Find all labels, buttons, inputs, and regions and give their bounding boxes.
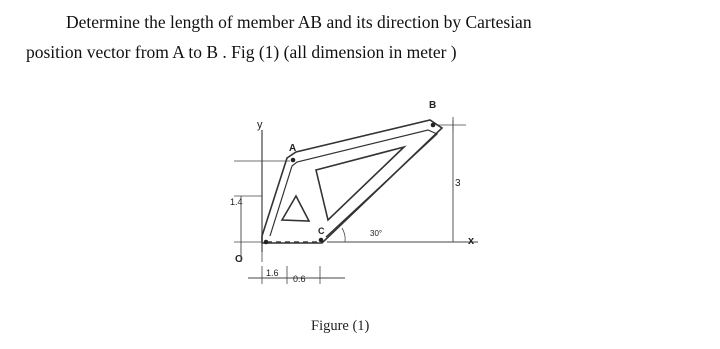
- joint-o: [264, 240, 269, 245]
- dim-height-b: 3: [455, 178, 461, 189]
- truss-outer-frame: [262, 120, 442, 243]
- figure-caption: Figure (1): [311, 318, 370, 334]
- y-axis-label: y: [257, 119, 263, 131]
- dim-height-a: 1.4: [230, 197, 243, 207]
- label-c: C: [318, 226, 325, 236]
- joint-c: [319, 238, 324, 243]
- angle-arc: [342, 228, 345, 242]
- label-b: B: [429, 100, 437, 111]
- dim-horiz-2: 0.6: [293, 274, 306, 284]
- problem-line-1: Determine the length of member AB and its direction by Cartesian: [66, 12, 532, 32]
- joint-b: [431, 123, 436, 128]
- angle-label: 30°: [370, 229, 383, 238]
- joint-a: [291, 158, 296, 163]
- label-o: O: [235, 254, 243, 265]
- label-a: A: [289, 143, 297, 154]
- x-axis-label: x: [468, 235, 475, 247]
- inner-triangle-right: [316, 147, 404, 220]
- dim-horiz-1: 1.6: [266, 268, 279, 278]
- problem-line-2: position vector from A to B . Fig (1) (all dimension in meter ): [26, 42, 457, 62]
- inner-triangle-left: [282, 196, 309, 221]
